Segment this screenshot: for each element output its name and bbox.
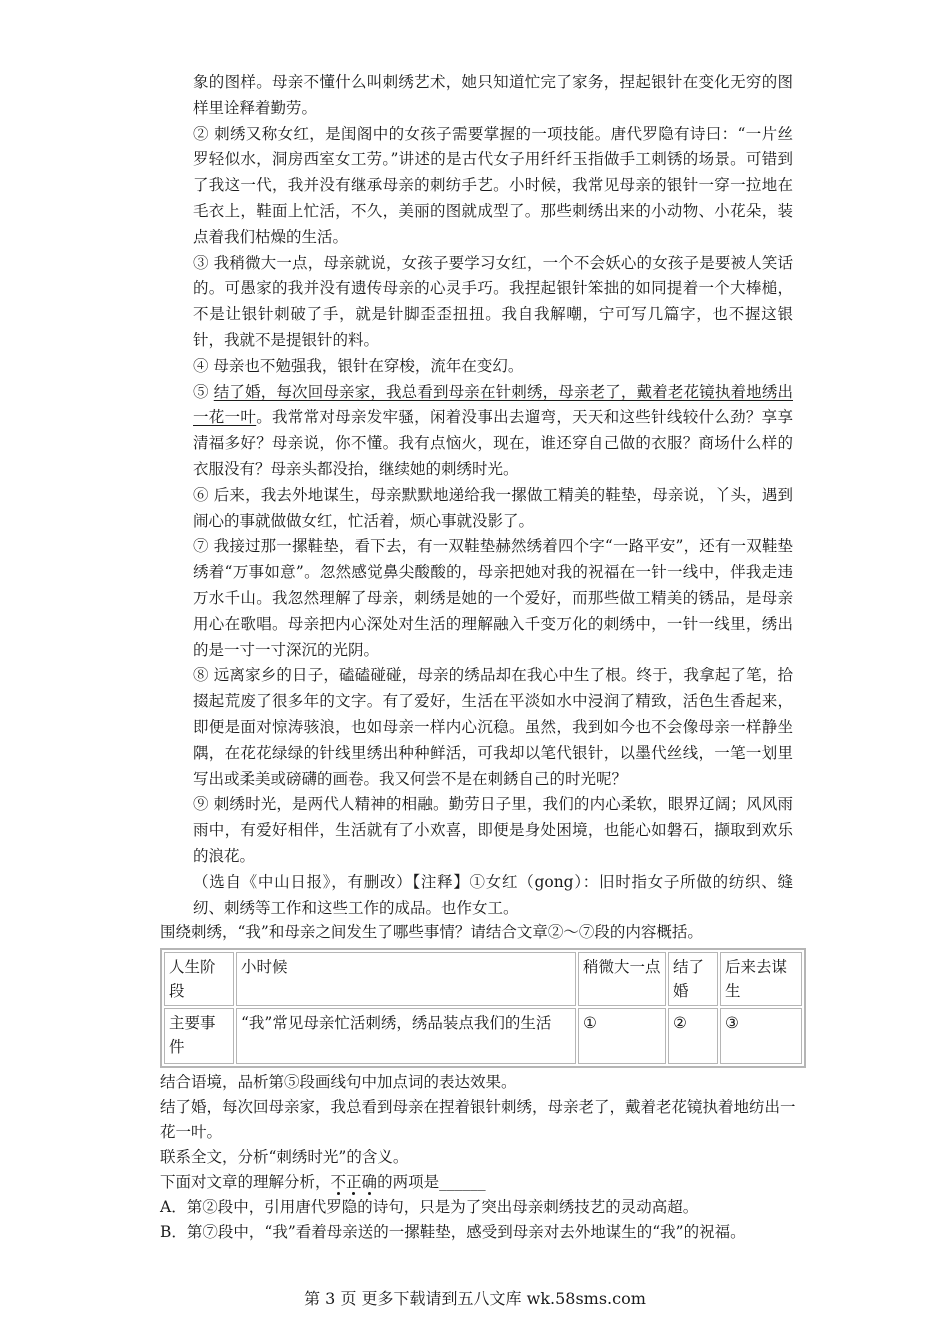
table-cell: 后来去谋生 xyxy=(720,952,802,1006)
table-cell: 稍微大一点 xyxy=(578,952,666,1006)
paragraph-2: ② 刺绣又称女红，是闺阁中的女孩子需要掌握的一项技能。唐代罗隐有诗曰：“一片丝罗轻似水，洞房西室女工劳。”讲述的是古代女子用纤纤玉指做手工刺锈的场景。可错到了我这一代，我并没有继承母亲的刺纺手艺。小时候，我常见母亲的银针一穿一拉地在毛衣上，鞋面上忙活，不久，美丽的图就成型了。那些刺绣出来的小动物、小花朵，装点着我们枯燥的生活。 xyxy=(193,124,793,246)
page-footer: 第 3 页 更多下载请到五八文库 wk.58sms.com xyxy=(304,1289,646,1308)
question-4-blank: 的两项是______ xyxy=(377,1173,486,1191)
underlined-sentence: 结了婚，每次回母亲家，我总看到母亲在针刺绣，母亲老了，戴着老花镜执着地绣出一花一叶 xyxy=(193,382,793,427)
article-passage xyxy=(193,70,793,921)
paragraph-7: ⑦ 我接过那一摞鞋垫，看下去，有一双鞋垫赫然绣着四个字“一路平安”，还有一双鞋垫绣着“万事如意”。忽然感觉鼻尖酸酸的，母亲把她对我的祝福在一针一线中，伴我走违万水千山。我忽然理解了母亲，刺绣是她的一个爱好，而那些做工精美的锈品，是母亲用心在歌唱。母亲把内心深处对生活的理解融入千变万化的刺绣中，一针一线里，绣出的是一寸一寸深沉的光阴。 xyxy=(193,537,793,659)
paragraph-6: ⑥ 后来，我去外地谋生，母亲默默地递给我一摞做工精美的鞋垫，母亲说，丫头，遇到闹心的事就做做女红，忙活着，烦心事就没影了。 xyxy=(193,485,793,530)
option-a: A．第②段中，引用唐代罗隐的诗句，只是为了突出母亲刺绣技艺的灵动高超。 xyxy=(160,1198,699,1216)
dotted-char: 正 xyxy=(346,1173,362,1191)
question-2-sentence: 结了婚，每次回母亲家，我总看到母亲在捏着银针刺绣，母亲老了，戴着老花镜执着地纺出一花一叶。 xyxy=(160,1098,796,1141)
paragraph-9: ⑨ 刺绣时光，是两代人精神的相融。勤劳日子里，我们的内心柔软，眼界辽阔；风风雨雨中，有爱好相伴，生活就有了小欢喜，即便是身处困境，也能心如磐石，撷取到欢乐的浪花。 xyxy=(193,795,793,865)
question-2: 结合语境，品析第⑤段画线句中加点词的表达效果。 xyxy=(160,1073,517,1091)
question-4 xyxy=(160,1170,800,1195)
answer-blank-2: ② xyxy=(668,1008,718,1064)
paragraph-5-number: ⑤ xyxy=(193,382,214,401)
paragraph-5-rest: 。我常常对母亲发牢骚，闲着没事出去遛弯，天天和这些针线较什么劲？享享清福多好？母亲说，你不懂。我有点恼火，现在，谁还穿自己做的衣服？商场什么样的衣服没有？母亲头都没抬，继续她的刺绣时光。 xyxy=(193,408,793,478)
paragraph-3: ③ 我稍微大一点，母亲就说，女孩子要学习女红，一个不会妖心的女孩子是要被人笑话的。可愚家的我并没有遗传母亲的心灵手巧。我捏起银针笨拙的如同提着一个大棒槌，不是让银针刺破了手，就是针脚歪歪扭扭。我自我解嘲，宁可写几篇字，也不握这银针，我就不是提银针的料。 xyxy=(193,253,793,349)
paragraph-8: ⑧ 远离家乡的日子，磕磕碰碰，母亲的绣品却在我心中生了根。终于，我拿起了笔，拾掇起荒废了很多年的文字。有了爱好，生活在平淡如水中浸润了精致，活色生香起来，即便是面对惊涛骇浪，也如母亲一样内心沉稳。虽然，我到如今也不会像母亲一样静坐隅，在花花绿绿的针线里绣出种种鲜活，可我却以笔代银针，以墨代丝线，一笔一划里写出或柔美或磅礴的画卷。我又何尝不是在刺銹自己的时光呢？ xyxy=(193,666,793,788)
dotted-char: 确 xyxy=(361,1173,378,1191)
table-cell: 小时候 xyxy=(236,952,576,1006)
paragraph-1-continued: 象的图样。母亲不懂什么叫刺绣艺术，她只知道忙完了家务，捏起银针在变化无穷的图样里诠释着勤劳。 xyxy=(193,73,793,117)
events-table xyxy=(160,948,806,1068)
question-4-text: 下面对文章的理解分析， xyxy=(160,1173,331,1191)
option-b: B．第⑦段中，“我”看着母亲送的一摞鞋垫，感受到母亲对去外地谋生的“我”的祝福。 xyxy=(160,1223,746,1241)
paragraph-4: ④ 母亲也不勉强我，银针在穿梭，流年在变幻。 xyxy=(193,356,524,375)
question-1: 围绕刺绣，“我”和母亲之间发生了哪些事情？请结合文章②～⑦段的内容概括。 xyxy=(160,923,703,941)
question-3: 联系全文，分析“刺绣时光”的含义。 xyxy=(160,1148,409,1166)
dotted-char: 不 xyxy=(330,1173,347,1191)
table-row xyxy=(164,952,802,1006)
table-row xyxy=(164,1008,802,1064)
source-note: （选自《中山日报》，有删改）【注释】①女红（gong）：旧时指女子所做的纺织、缝纫、刺绣等工作和这些工作的成品。也作女工。 xyxy=(193,872,793,917)
table-cell: 主要事件 xyxy=(164,1008,234,1064)
table-cell: 结了婚 xyxy=(668,952,718,1006)
answer-blank-3: ③ xyxy=(720,1008,802,1064)
table-cell: 人生阶段 xyxy=(164,952,234,1006)
answer-blank-1: ① xyxy=(578,1008,666,1064)
table-cell: “我”常见母亲忙活刺绣，绣品装点我们的生活 xyxy=(236,1008,576,1064)
paragraph-5 xyxy=(193,380,793,483)
